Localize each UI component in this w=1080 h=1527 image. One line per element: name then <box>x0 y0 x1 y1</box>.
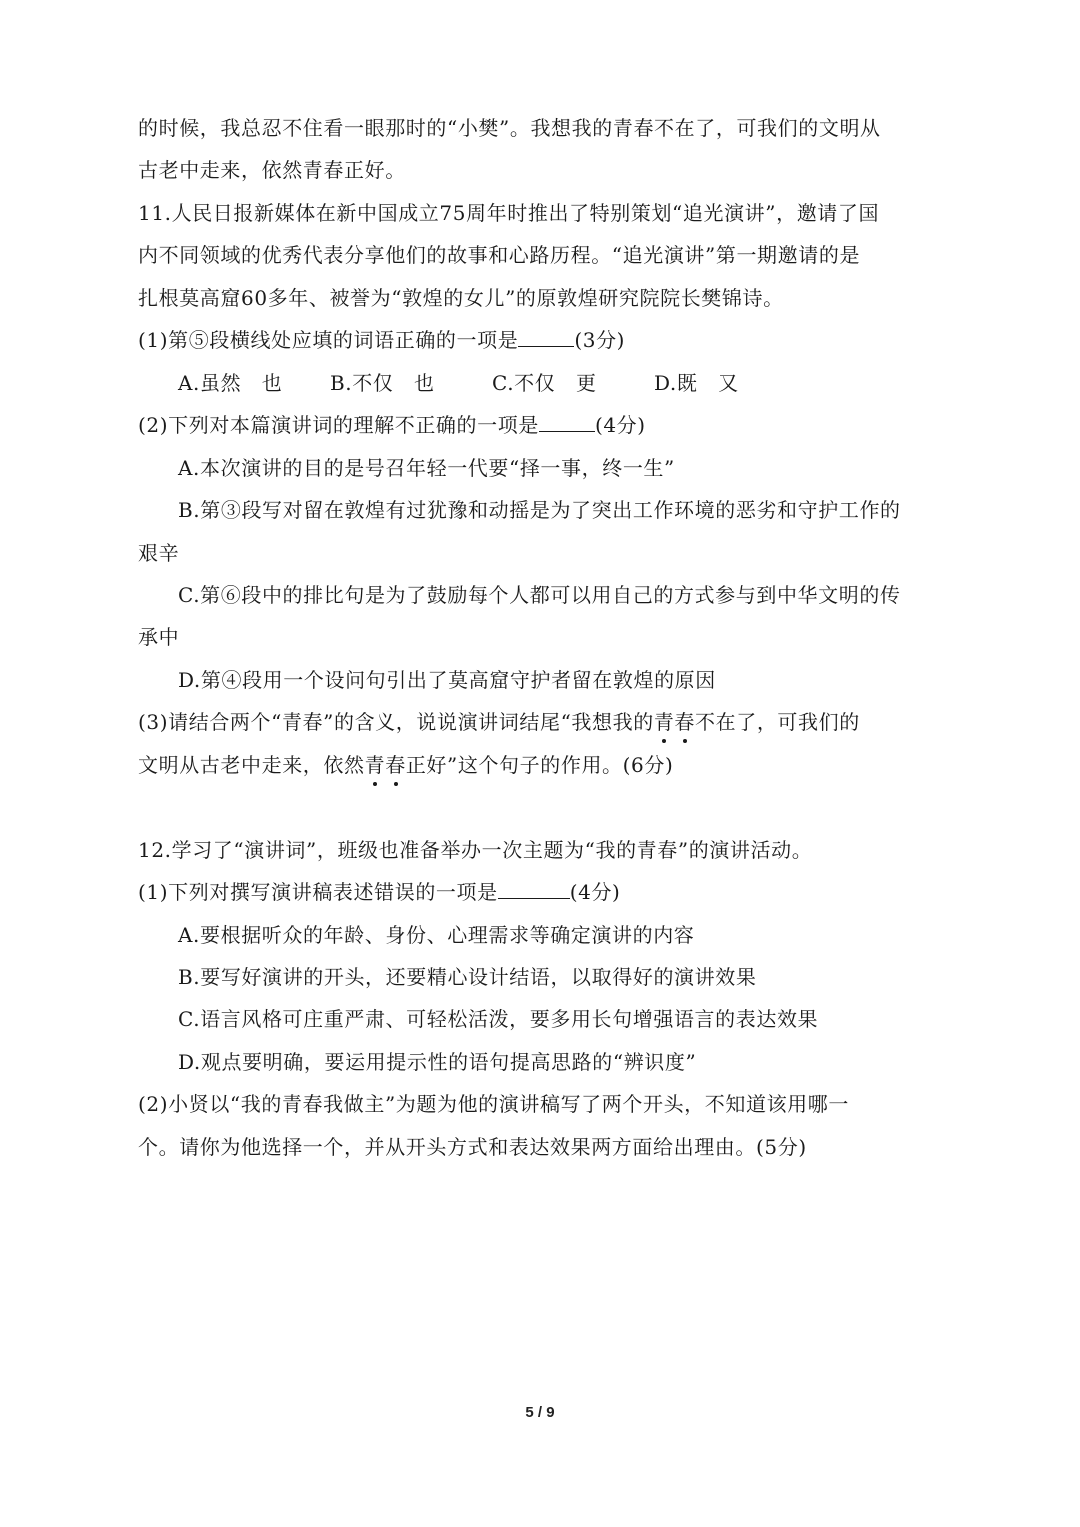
question-11-intro: 扎根莫高窟60多年、被誉为“敦煌的女儿”的原敦煌研究院院长樊锦诗。 <box>138 286 784 310</box>
stem-text: (1)第⑤段横线处应填的词语正确的一项是 <box>138 328 519 352</box>
answer-blank[interactable] <box>518 326 574 347</box>
option-d[interactable]: D.观点要明确，要运用提示性的语句提高思路的“辨识度” <box>178 1050 697 1074</box>
score: (4分) <box>594 413 646 437</box>
stem-text: (3)请结合两个“青春”的含义，说说演讲词结尾“我想我的 <box>138 710 654 734</box>
option-b[interactable]: B.要写好演讲的开头，还要精心设计结语，以取得好的演讲效果 <box>178 965 757 989</box>
question-11-intro: 内不同领域的优秀代表分享他们的故事和心路历程。“追光演讲”第一期邀请的是 <box>138 243 861 267</box>
stem-text: (1)下列对撰写演讲稿表述错误的一项是 <box>138 880 498 904</box>
question-12-intro: 12.学习了“演讲词”，班级也准备举办一次主题为“我的青春”的演讲活动。 <box>138 838 813 862</box>
emphasis-dot-char: 青 <box>654 707 675 737</box>
emphasis-dot-char: 春 <box>674 707 695 737</box>
option-b[interactable]: B.不仅 也 <box>330 371 435 395</box>
score: (4分) <box>569 880 621 904</box>
option-b-continued: 艰辛 <box>138 541 180 565</box>
option-d[interactable]: D.既 又 <box>654 371 739 395</box>
question-11-intro: 11.人民日报新媒体在新中国成立75周年时推出了特别策划“追光演讲”，邀请了国 <box>138 201 880 225</box>
option-a[interactable]: A.要根据听众的年龄、身份、心理需求等确定演讲的内容 <box>178 923 695 947</box>
question-11-3-stem <box>138 750 948 780</box>
option-c-continued: 承中 <box>138 625 180 649</box>
option-b[interactable]: B.第③段写对留在敦煌有过犹豫和动摇是为了突出工作环境的恶劣和守护工作的 <box>178 498 901 522</box>
answer-blank[interactable] <box>498 878 570 899</box>
option-a[interactable]: A.本次演讲的目的是号召年轻一代要“择一事，终一生” <box>178 456 675 480</box>
option-c[interactable]: C.第⑥段中的排比句是为了鼓励每个人都可以用自己的方式参与到中华文明的传 <box>178 583 901 607</box>
stem-text: 不在了，可我们的 <box>695 710 860 734</box>
question-12-2-stem: 个。请你为他选择一个，并从开头方式和表达效果两方面给出理由。(5分) <box>138 1135 807 1159</box>
passage-line: 的时候，我总忍不住看一眼那时的“小樊”。我想我的青春不在了，可我们的文明从 <box>138 116 881 140</box>
option-c[interactable]: C.不仅 更 <box>492 371 597 395</box>
stem-text: 正好”这个句子的作用。(6分) <box>405 753 674 777</box>
stem-text: 文明从古老中走来，依然 <box>138 753 365 777</box>
question-12-2-stem: (2)小贤以“我的青春我做主”为题为他的演讲稿写了两个开头，不知道该用哪一 <box>138 1092 849 1116</box>
passage-line: 古老中走来，依然青春正好。 <box>138 158 406 182</box>
answer-blank[interactable] <box>539 411 595 432</box>
stem-text: (2)下列对本篇演讲词的理解不正确的一项是 <box>138 413 539 437</box>
emphasis-dot-char: 青 <box>365 750 386 780</box>
emphasis-dot-char: 春 <box>385 750 406 780</box>
page-number: 5 / 9 <box>525 1404 555 1421</box>
question-11-2-stem <box>138 410 948 440</box>
option-d[interactable]: D.第④段用一个设问句引出了莫高窟守护者留在敦煌的原因 <box>178 668 716 692</box>
score: (3分) <box>574 328 626 352</box>
question-12-1-stem <box>138 877 948 907</box>
option-c[interactable]: C.语言风格可庄重严肃、可轻松活泼，要多用长句增强语言的表达效果 <box>178 1007 819 1031</box>
option-a[interactable]: A.虽然 也 <box>178 371 283 395</box>
question-11-3-stem <box>138 707 948 737</box>
question-11-1-options <box>178 368 948 398</box>
question-11-1-stem <box>138 325 948 355</box>
